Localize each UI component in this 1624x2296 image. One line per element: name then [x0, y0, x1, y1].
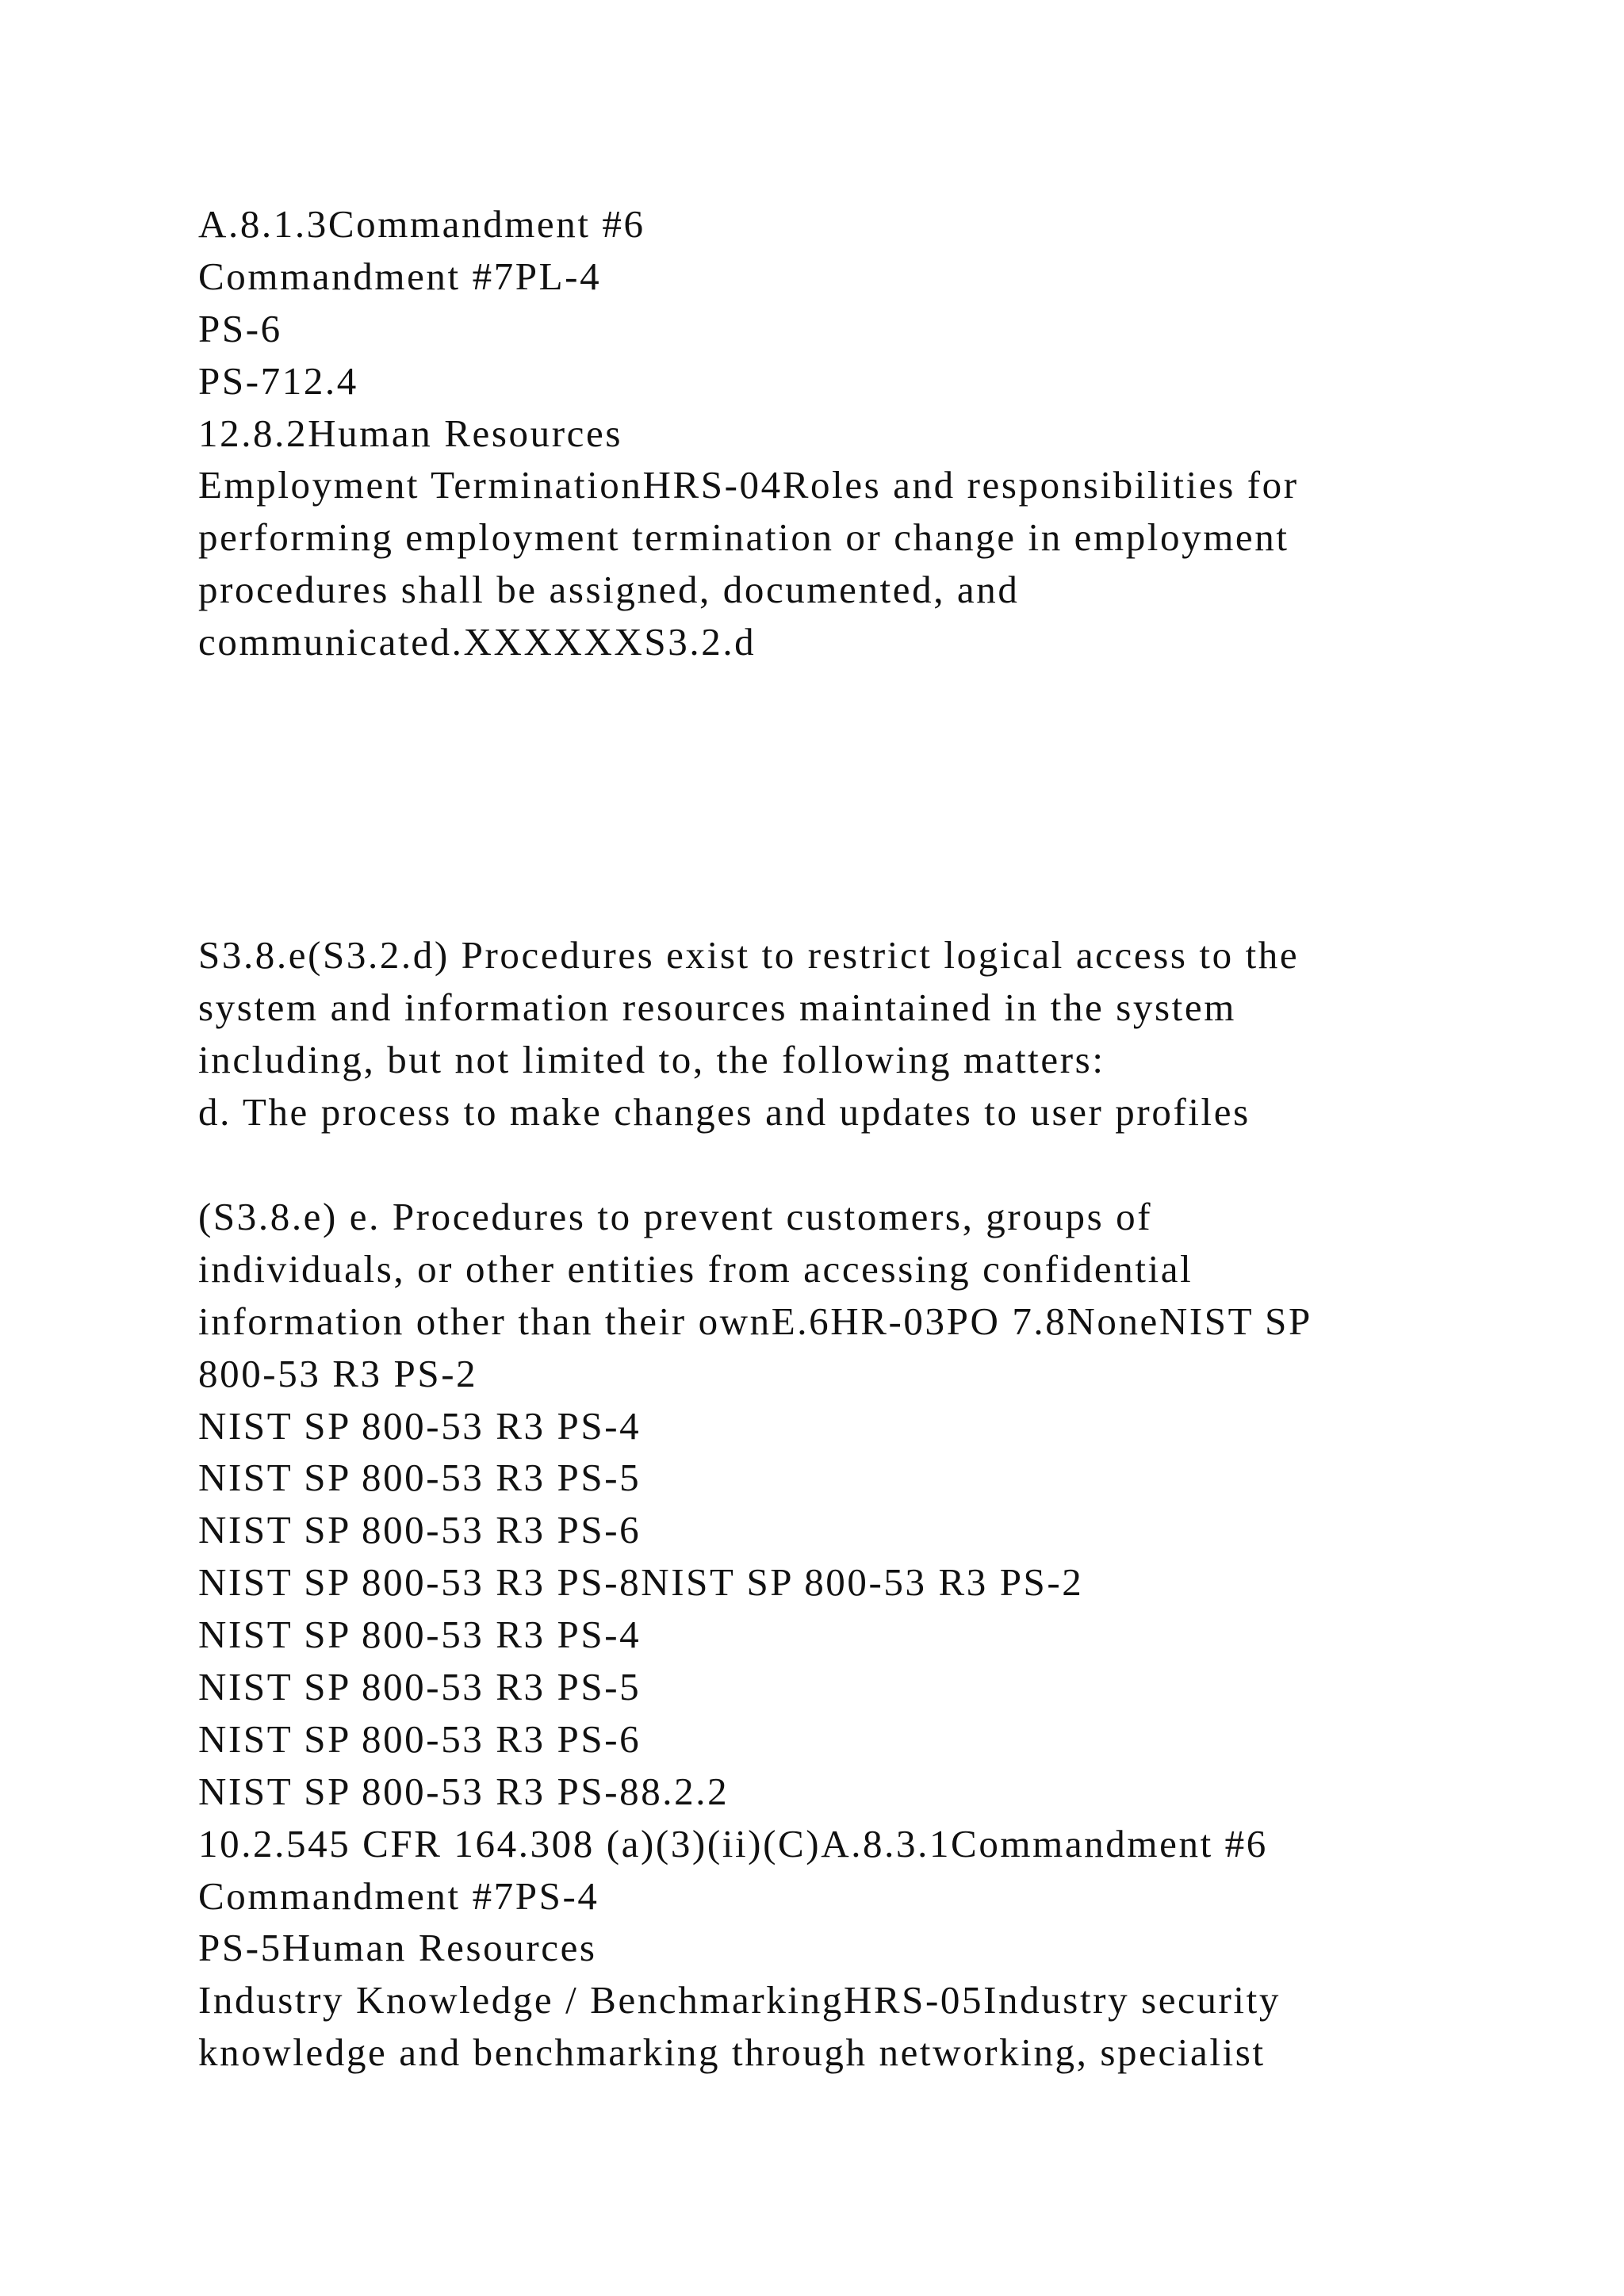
text-line: S3.8.e(S3.2.d) Procedures exist to restrict logical access to the [198, 933, 1300, 977]
text-line: d. The process to make changes and updates to user profiles [198, 1089, 1251, 1134]
text-line: individuals, or other entities from accessing confidential [198, 1246, 1193, 1291]
text-line: PS-5Human Resources [198, 1926, 597, 1970]
text-line: 12.8.2Human Resources [198, 411, 622, 455]
text-line: A.8.1.3Commandment #6 [198, 202, 645, 246]
text-line: system and information resources maintained in the system [198, 985, 1236, 1029]
text-line: communicated.XXXXXXS3.2.d [198, 620, 756, 664]
text-line: Commandment #7PL-4 [198, 254, 602, 298]
text-line: including, but not limited to, the following matters: [198, 1037, 1105, 1081]
text-line: Industry Knowledge / BenchmarkingHRS-05Industry security [198, 1978, 1281, 2022]
paragraph-logical-access [198, 929, 1299, 1138]
text-line: (S3.8.e) e. Procedures to prevent customers, groups of [198, 1195, 1153, 1238]
text-line: PS-6 [198, 306, 282, 350]
text-line: NIST SP 800-53 R3 PS-6 [198, 1508, 642, 1552]
text-line: NIST SP 800-53 R3 PS-5 [198, 1456, 642, 1500]
paragraph-procedures-and-references [198, 1191, 1312, 2079]
paragraph-employment-termination [198, 198, 1299, 668]
text-line: Commandment #7PS-4 [198, 1873, 599, 1918]
text-line: 10.2.545 CFR 164.308 (a)(3)(ii)(C)A.8.3.1Commandment #6 [198, 1821, 1268, 1866]
text-line: PS-712.4 [198, 358, 358, 403]
text-line: NIST SP 800-53 R3 PS-6 [198, 1716, 642, 1761]
text-line: performing employment termination or change in employment [198, 515, 1289, 560]
text-line: NIST SP 800-53 R3 PS-88.2.2 [198, 1769, 730, 1813]
text-line: NIST SP 800-53 R3 PS-5 [198, 1665, 642, 1709]
text-line: NIST SP 800-53 R3 PS-4 [198, 1403, 642, 1448]
text-line: Employment TerminationHRS-04Roles and responsibilities for [198, 463, 1299, 507]
text-line: information other than their ownE.6HR-03PO 7.8NoneNIST SP [198, 1299, 1312, 1343]
text-line: procedures shall be assigned, documented, and [198, 568, 1020, 612]
text-line: knowledge and benchmarking through networking, specialist [198, 2030, 1266, 2075]
text-line: 800-53 R3 PS-2 [198, 1351, 478, 1395]
text-line: NIST SP 800-53 R3 PS-8NIST SP 800-53 R3 PS-2 [198, 1560, 1084, 1605]
text-line: NIST SP 800-53 R3 PS-4 [198, 1613, 642, 1657]
